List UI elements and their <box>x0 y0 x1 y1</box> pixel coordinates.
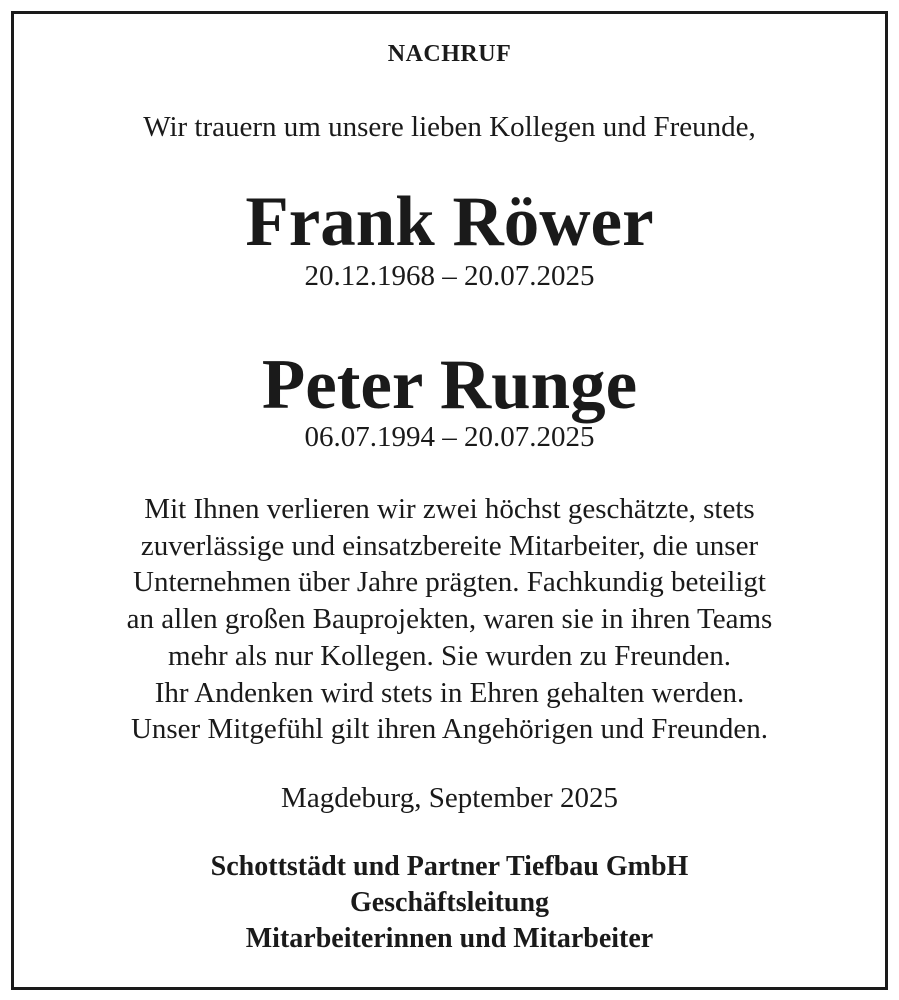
notice-heading: NACHRUF <box>387 41 512 67</box>
company-name: Schottstädt und Partner Tiefbau GmbH <box>210 851 689 882</box>
intro-text: Wir trauern um unsere lieben Kollegen und Freunde, <box>143 111 756 143</box>
management-label: Geschäftsleitung <box>349 887 550 918</box>
tribute-line: Unser Mitgefühl gilt ihren Angehörigen und Freunden. <box>130 713 769 746</box>
staff-label: Mitarbeiterinnen und Mitarbeiter <box>245 923 654 954</box>
signature-block <box>14 849 885 957</box>
tribute-line: an allen großen Bauprojekten, waren sie in ihren Teams <box>126 603 773 636</box>
obituary-frame <box>11 11 888 990</box>
deceased-name: Frank Röwer <box>245 183 654 261</box>
tribute-line: Unternehmen über Jahre prägten. Fachkundig beteiligt <box>133 566 766 599</box>
tribute-line: Mit Ihnen verlieren wir zwei höchst geschätzte, stets <box>144 493 755 525</box>
tribute-text <box>14 491 885 748</box>
tribute-line: Ihr Andenken wird stets in Ehren gehalten werden. <box>154 676 745 709</box>
deceased-dates: 20.12.1968 – 20.07.2025 <box>304 260 595 292</box>
deceased-name: Peter Runge <box>261 346 638 424</box>
tribute-line: mehr als nur Kollegen. Sie wurden zu Freunden. <box>168 639 731 672</box>
tribute-line: zuverlässige und einsatzbereite Mitarbeiter, die unser <box>140 529 759 562</box>
deceased-dates: 06.07.1994 – 20.07.2025 <box>304 421 595 453</box>
place-date: Magdeburg, September 2025 <box>281 782 618 814</box>
